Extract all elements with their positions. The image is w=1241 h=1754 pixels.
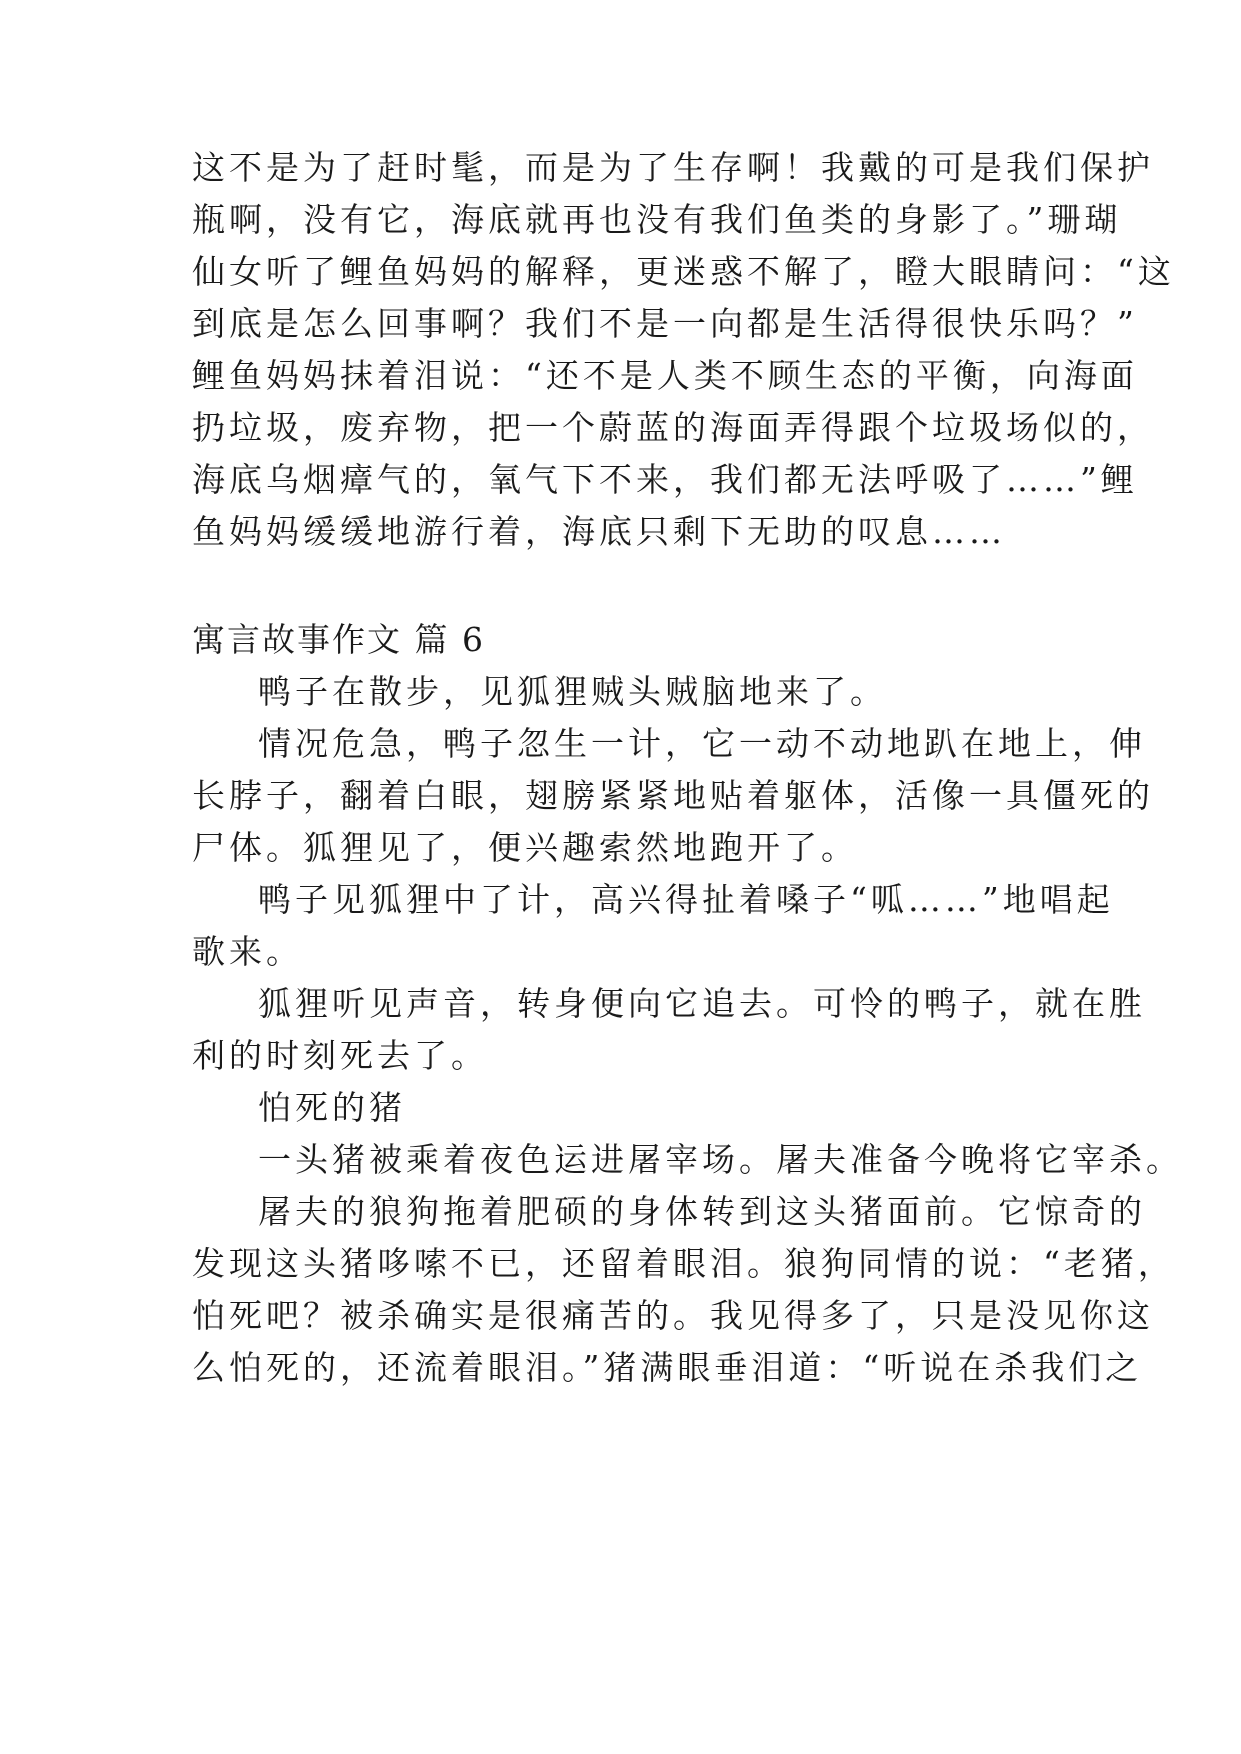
text-line: 到底是怎么回事啊？我们不是一向都是生活得很快乐吗？” — [192, 304, 1138, 343]
paragraph-line: 鸭子见狐狸中了计，高兴得扯着嗓子“呱……”地唱起 — [258, 880, 1114, 919]
text-line: 歌来。 — [192, 932, 303, 971]
paragraph-line: 一头猪被乘着夜色运进屠宰场。屠夫准备今晚将它宰杀。 — [258, 1140, 1183, 1179]
paragraph-line: 鸭子在散步，见狐狸贼头贼脑地来了。 — [258, 672, 887, 711]
text-line: 海底乌烟瘴气的，氧气下不来，我们都无法呼吸了……”鲤 — [192, 460, 1138, 499]
text-line: 鲤鱼妈妈抹着泪说：“还不是人类不顾生态的平衡，向海面 — [192, 356, 1138, 395]
story-title: 怕死的猪 — [258, 1088, 406, 1127]
section-title: 寓言故事作文 篇 6 — [192, 620, 485, 659]
text-line: 么怕死的，还流着眼泪。”猪满眼垂泪道：“听说在杀我们之 — [192, 1348, 1143, 1387]
paragraph-line: 情况危急，鸭子忽生一计，它一动不动地趴在地上，伸 — [258, 724, 1146, 763]
text-line: 瓶啊，没有它，海底就再也没有我们鱼类的身影了。”珊瑚 — [192, 200, 1122, 239]
text-line: 仙女听了鲤鱼妈妈的解释，更迷惑不解了，瞪大眼睛问：“这 — [192, 252, 1175, 291]
text-line: 鱼妈妈缓缓地游行着，海底只剩下无助的叹息…… — [192, 512, 1006, 551]
text-line: 扔垃圾，废弃物，把一个蔚蓝的海面弄得跟个垃圾场似的， — [192, 408, 1154, 447]
paragraph-line: 屠夫的狼狗拖着肥硕的身体转到这头猪面前。它惊奇的 — [258, 1192, 1146, 1231]
text-line: 这不是为了赶时髦，而是为了生存啊！我戴的可是我们保护 — [192, 148, 1154, 187]
text-line: 长脖子，翻着白眼，翅膀紧紧地贴着躯体，活像一具僵死的 — [192, 776, 1154, 815]
text-line: 利的时刻死去了。 — [192, 1036, 488, 1075]
text-line: 发现这头猪哆嗦不已，还留着眼泪。狼狗同情的说：“老猪， — [192, 1244, 1175, 1283]
paragraph-line: 狐狸听见声音，转身便向它追去。可怜的鸭子，就在胜 — [258, 984, 1146, 1023]
text-line: 怕死吧？被杀确实是很痛苦的。我见得多了，只是没见你这 — [192, 1296, 1154, 1335]
text-line: 尸体。狐狸见了，便兴趣索然地跑开了。 — [192, 828, 858, 867]
